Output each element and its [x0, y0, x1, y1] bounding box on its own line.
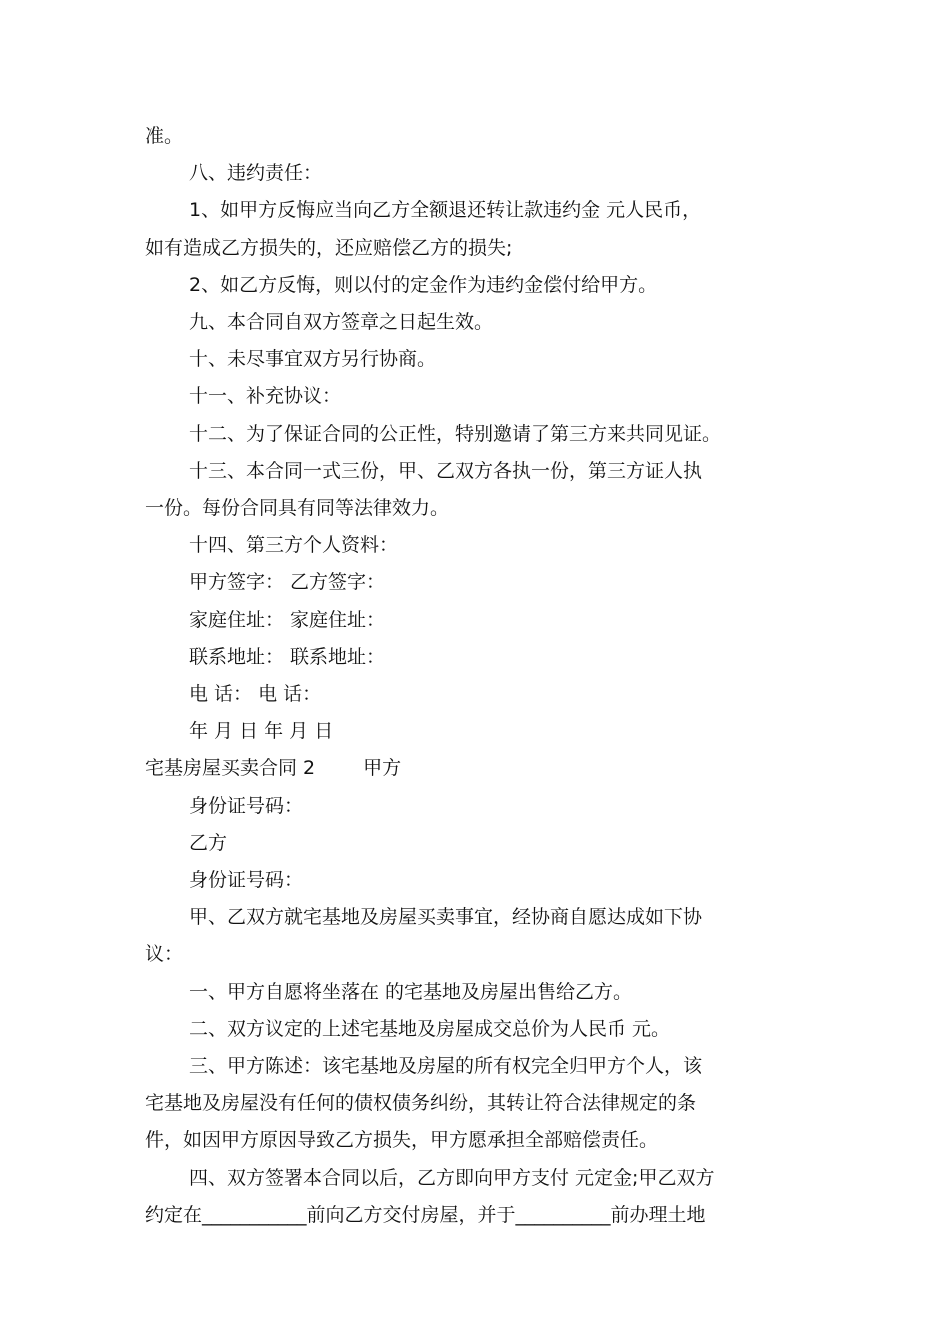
address-line: 家庭住址： 家庭住址：	[189, 608, 386, 631]
text-line: 三、甲方陈述：该宅基地及房屋的所有权完全归甲方个人，该	[189, 1055, 703, 1078]
contract-title-line	[145, 750, 810, 787]
text-line: 十二、为了保证合同的公正性，特别邀请了第三方来共同见证。	[189, 422, 722, 445]
phone-line: 电 话： 电 话：	[189, 683, 322, 706]
text-line: 宅基地及房屋没有任何的债权债务纠纷，其转让符合法律规定的条	[145, 1092, 697, 1115]
id-number-line: 身份证号码：	[189, 869, 304, 892]
text-line: 甲、乙双方就宅基地及房屋买卖事宜，经协商自愿达成如下协	[189, 906, 703, 929]
text-line: 如有造成乙方损失的，还应赔偿乙方的损失;	[145, 236, 513, 259]
text-line: 准。	[145, 125, 184, 147]
id-number-line: 身份证号码：	[189, 794, 304, 817]
text-line: 约定在___________前向乙方交付房屋，并于__________前办理土地	[145, 1203, 706, 1226]
document-body	[145, 118, 810, 1234]
text-line: 四、双方签署本合同以后，乙方即向甲方支付 元定金;甲乙双方	[189, 1166, 715, 1189]
section-heading: 八、违约责任：	[189, 162, 323, 185]
contact-line: 联系地址： 联系地址：	[189, 645, 386, 668]
text-line: 议：	[145, 943, 184, 966]
party-a-label: 甲方	[363, 757, 402, 780]
date-line: 年 月 日 年 月 日	[189, 720, 334, 743]
text-line: 件，如因甲方原因导致乙方损失，甲方愿承担全部赔偿责任。	[145, 1129, 659, 1152]
contract-title: 宅基房屋买卖合同 2	[145, 757, 316, 780]
text-line: 一、甲方自愿将坐落在 的宅基地及房屋出售给乙方。	[189, 980, 633, 1003]
signature-line: 甲方签字： 乙方签字：	[189, 571, 386, 594]
text-line: 十一、补充协议：	[189, 385, 342, 408]
text-line: 2、如乙方反悔，则以付的定金作为违约金偿付给甲方。	[189, 273, 658, 296]
text-line: 十、未尽事宜双方另行协商。	[189, 348, 437, 371]
text-line: 一份。每份合同具有同等法律效力。	[145, 497, 450, 520]
text-line: 九、本合同自双方签章之日起生效。	[189, 311, 494, 334]
text-line: 十三、本合同一式三份，甲、乙双方各执一份，第三方证人执	[189, 459, 703, 482]
text-line: 1、如甲方反悔应当向乙方全额退还转让款违约金 元人民币，	[189, 199, 702, 222]
text-line: 二、双方议定的上述宅基地及房屋成交总价为人民币 元。	[189, 1017, 671, 1040]
party-b-label: 乙方	[189, 831, 228, 854]
text-line: 十四、第三方个人资料：	[189, 534, 399, 557]
